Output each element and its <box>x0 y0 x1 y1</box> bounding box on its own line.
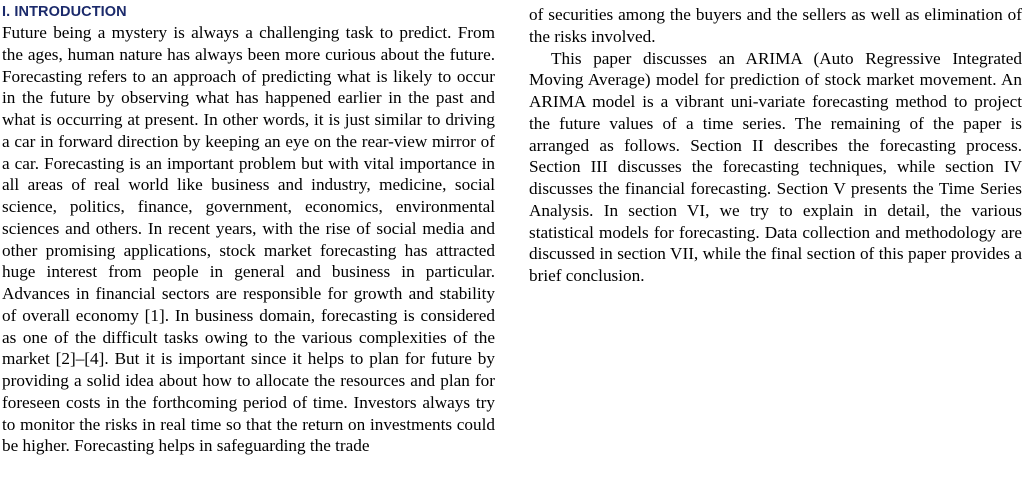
two-column-layout <box>2 4 1022 457</box>
paragraph-introduction-body: Future being a mystery is always a challenging task to predict. From the ages, human nature has always been more curious about the future. Forecasting refers to an approach of predicting what is likely to occur in the future by observing what has happened earlier in the past and what is occurring at present. In other words, it is just similar to driving a car in forward direction by keeping an eye on the rear-view mirror of a car. Forecasting is an important problem but with vital importance in all areas of real world like business and industry, medicine, social science, politics, finance, government, economics, environmental sciences and others. In recent years, with the rise of social media and other promising applications, stock market forecasting has attracted huge interest from people in general and business in particular. Advances in financial sectors are responsible for growth and stability of overall economy [1]. In business domain, forecasting is considered as one of the difficult tasks owing to the various complexities of the market [2]–[4]. But it is important since it helps to plan for future by providing a solid idea about how to allocate the resources and plan for foreseen costs in the forthcoming period of time. Investors always try to monitor the risks in real time so that the return on investments could be higher. Forecasting helps in safeguarding the trade <box>2 23 495 456</box>
section-heading-introduction: I. INTRODUCTION <box>2 4 127 20</box>
right-column <box>529 4 1022 287</box>
paragraph-continuation: of securities among the buyers and the sellers as well as elimination of the risks involved. <box>529 5 1022 46</box>
paragraph-paper-overview: This paper discusses an ARIMA (Auto Regressive Integrated Moving Average) model for prediction of stock market movement. An ARIMA model is a vibrant uni-variate forecasting method to project the future values of a time series. The remaining of the paper is arranged as follows. Section II describes the forecasting process. Section III discusses the forecasting techniques, while section IV discusses the financial forecasting. Section V presents the Time Series Analysis. In section VI, we try to explain in detail, the various statistical models for forecasting. Data collection and methodology are discussed in section VII, while the final section of this paper provides a brief conclusion. <box>529 48 1022 285</box>
left-column <box>2 4 495 457</box>
